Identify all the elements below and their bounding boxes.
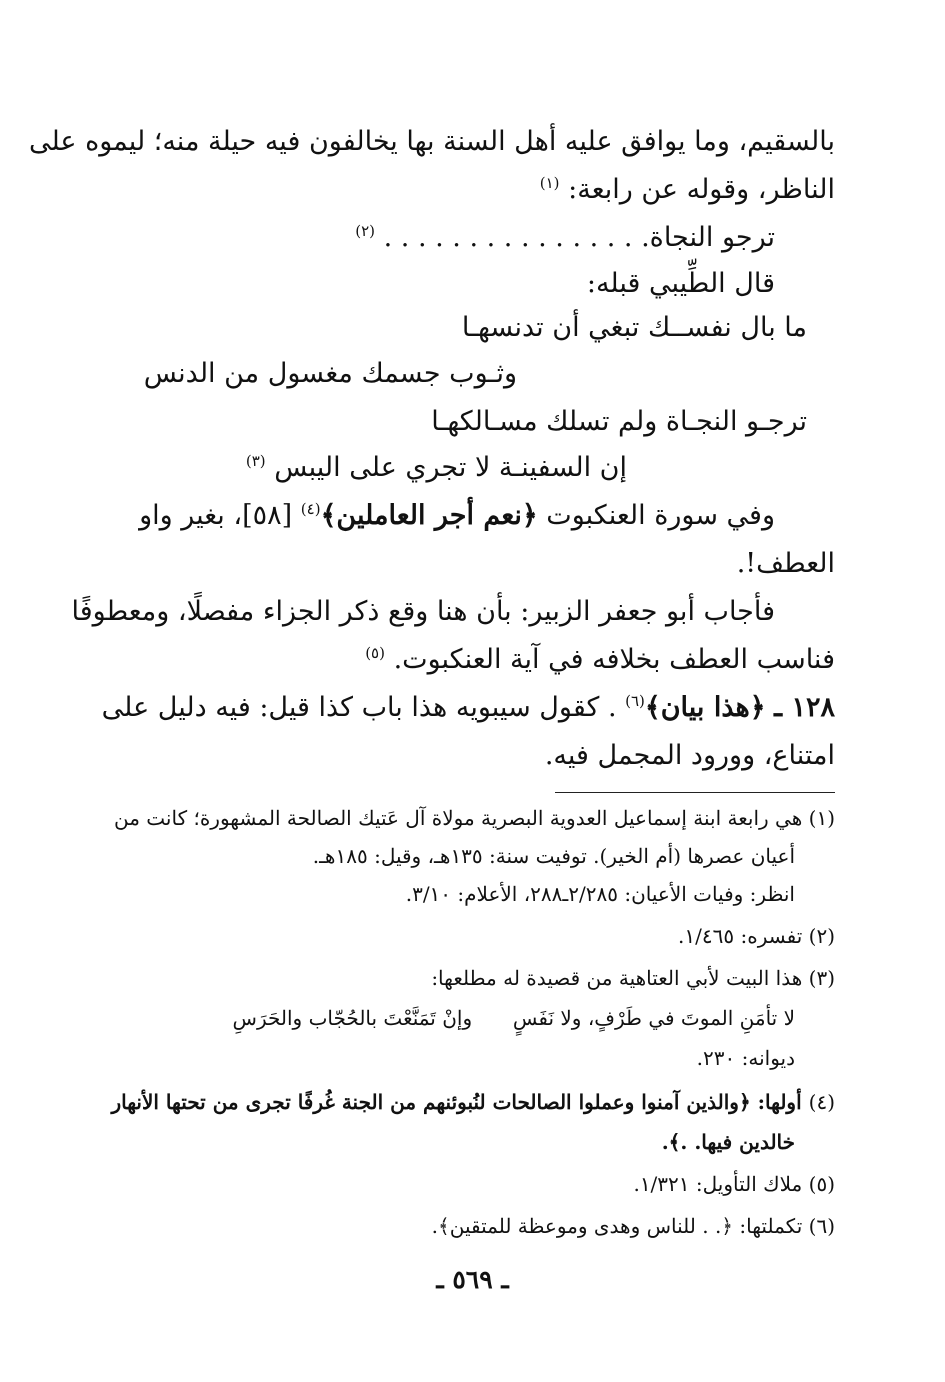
footnote-3-verse-b: وإنْ تَمَنَّعْتَ بالحُجّاب والحَرَسِ [232, 1006, 473, 1030]
body-line-14: امتناع، وورود المجمل فيه. [544, 740, 835, 771]
verse-1-first-hemistich: ما بال نفســك تبغي أن تدنسهـا [461, 312, 807, 343]
footnote-2-text: تفسره: ١/٤٦٥. [678, 924, 803, 948]
footnote-3-text-1: هذا البيت لأبي العتاهية من قصيدة له مطلعها: [431, 966, 803, 990]
body-line-12 [115, 644, 835, 676]
footnote-ref-6: (٦) [625, 692, 645, 710]
body-line-3-text: ترجو النجاة. . . . . . . . . . . . . . . . [383, 222, 775, 253]
body-line-2-text: الناظر، وقوله عن رابعة: [568, 174, 835, 205]
footnote-4-line-2: خالدين فيها. .﴾. [661, 1130, 795, 1154]
footnote-separator [555, 792, 835, 793]
body-line-9-b: [٥٨]، بغير واو [139, 500, 293, 531]
footnote-1-text-1: هي رابعة ابنة إسماعيل العدوية البصرية مولاة آل عَتيك الصالحة المشهورة؛ كانت من [113, 806, 803, 830]
entry-number: ١٢٨ ـ [774, 692, 835, 723]
body-line-1: بالسقيم، وما يوافق عليه أهل السنة بها يخالفون فيه حيلة منه؛ ليموه على [28, 126, 835, 157]
footnote-6-number: (٦) [808, 1214, 835, 1238]
footnote-3-line-1 [125, 966, 835, 990]
body-line-13-b: . كقول سيبويه هذا باب كذا قيل: فيه دليل على [101, 692, 617, 723]
footnote-2-number: (٢) [808, 924, 835, 948]
verse-2-second-text: إن السفينـة لا تجري على اليبس [274, 452, 627, 483]
footnote-6 [125, 1214, 835, 1238]
footnote-4-text-1: أولها: ﴿والذين آمنوا وعملوا الصالحات لنُبوئنهم من الجنة غُرفًا تجرى من تحتها الأنهار [111, 1090, 802, 1114]
body-line-12-text: فناسب العطف بخلافه في آية العنكبوت. [393, 644, 835, 675]
body-line-11: فأجاب أبو جعفر الزبير: بأن هنا وقع ذكر الجزاء مفصلًا، ومعطوفًا [71, 596, 775, 627]
footnote-3-verse-a: لا تأمَنِ الموتَ في طَرْفٍ، ولا نَفَسٍ [512, 1006, 795, 1030]
footnote-1-line-3: انظر: وفيات الأعيان: ٢/٢٨٥ـ٢٨٨، الأعلام: ٣/١٠. [405, 882, 795, 906]
body-line-10: العطف!. [736, 548, 835, 579]
footnote-1-line-2: أعيان عصرها (أم الخير). توفيت سنة: ١٣٥هـ، وقيل: ١٨٥هـ. [312, 844, 795, 868]
footnote-2 [125, 924, 835, 948]
body-line-2 [115, 174, 835, 206]
footnote-ref-2: (٢) [355, 222, 376, 240]
quran-quote-1: ﴿نعم أجر العاملين﴾ [320, 500, 538, 531]
footnote-ref-4: (٤) [300, 500, 321, 518]
footnote-1-number: (١) [808, 806, 835, 830]
quran-quote-2: ﴿هذا بيان﴾ [644, 692, 766, 723]
footnote-5-number: (٥) [808, 1172, 835, 1196]
footnote-3-line-3: ديوانه: ٢٣٠. [696, 1046, 795, 1070]
footnote-5-text: ملاك التأويل: ١/٣٢١. [633, 1172, 803, 1196]
verse-2-first-hemistich: ترجـو النجـاة ولم تسلك مسـالكهـا [431, 406, 807, 437]
verse-2-second-hemistich [246, 452, 627, 484]
footnote-4-line-1 [111, 1090, 835, 1114]
footnote-5 [125, 1172, 835, 1196]
footnote-ref-1: (١) [539, 174, 560, 192]
footnote-3-number: (٣) [808, 966, 835, 990]
footnote-ref-3: (٣) [245, 452, 266, 470]
footnote-1-line-1 [113, 806, 835, 830]
page-number: ـ ٥٦٩ ـ [436, 1265, 509, 1294]
body-line-9 [139, 500, 775, 532]
footnote-4-number: (٤) [808, 1090, 835, 1114]
body-line-13 [101, 692, 835, 724]
footnote-ref-5: (٥) [365, 644, 385, 662]
footnote-6-text: تكملتها: ﴿. . للناس وهدى وموعظة للمتقين﴾. [431, 1214, 803, 1238]
body-line-9-a: وفي سورة العنكبوت [546, 500, 775, 531]
body-line-3 [355, 222, 775, 254]
verse-1-second-hemistich: وثـوب جسمك مغسول من الدنس [143, 358, 517, 389]
body-line-4: قال الطِّيبي قبله: [586, 268, 775, 299]
footnote-3-verse [85, 1006, 795, 1030]
